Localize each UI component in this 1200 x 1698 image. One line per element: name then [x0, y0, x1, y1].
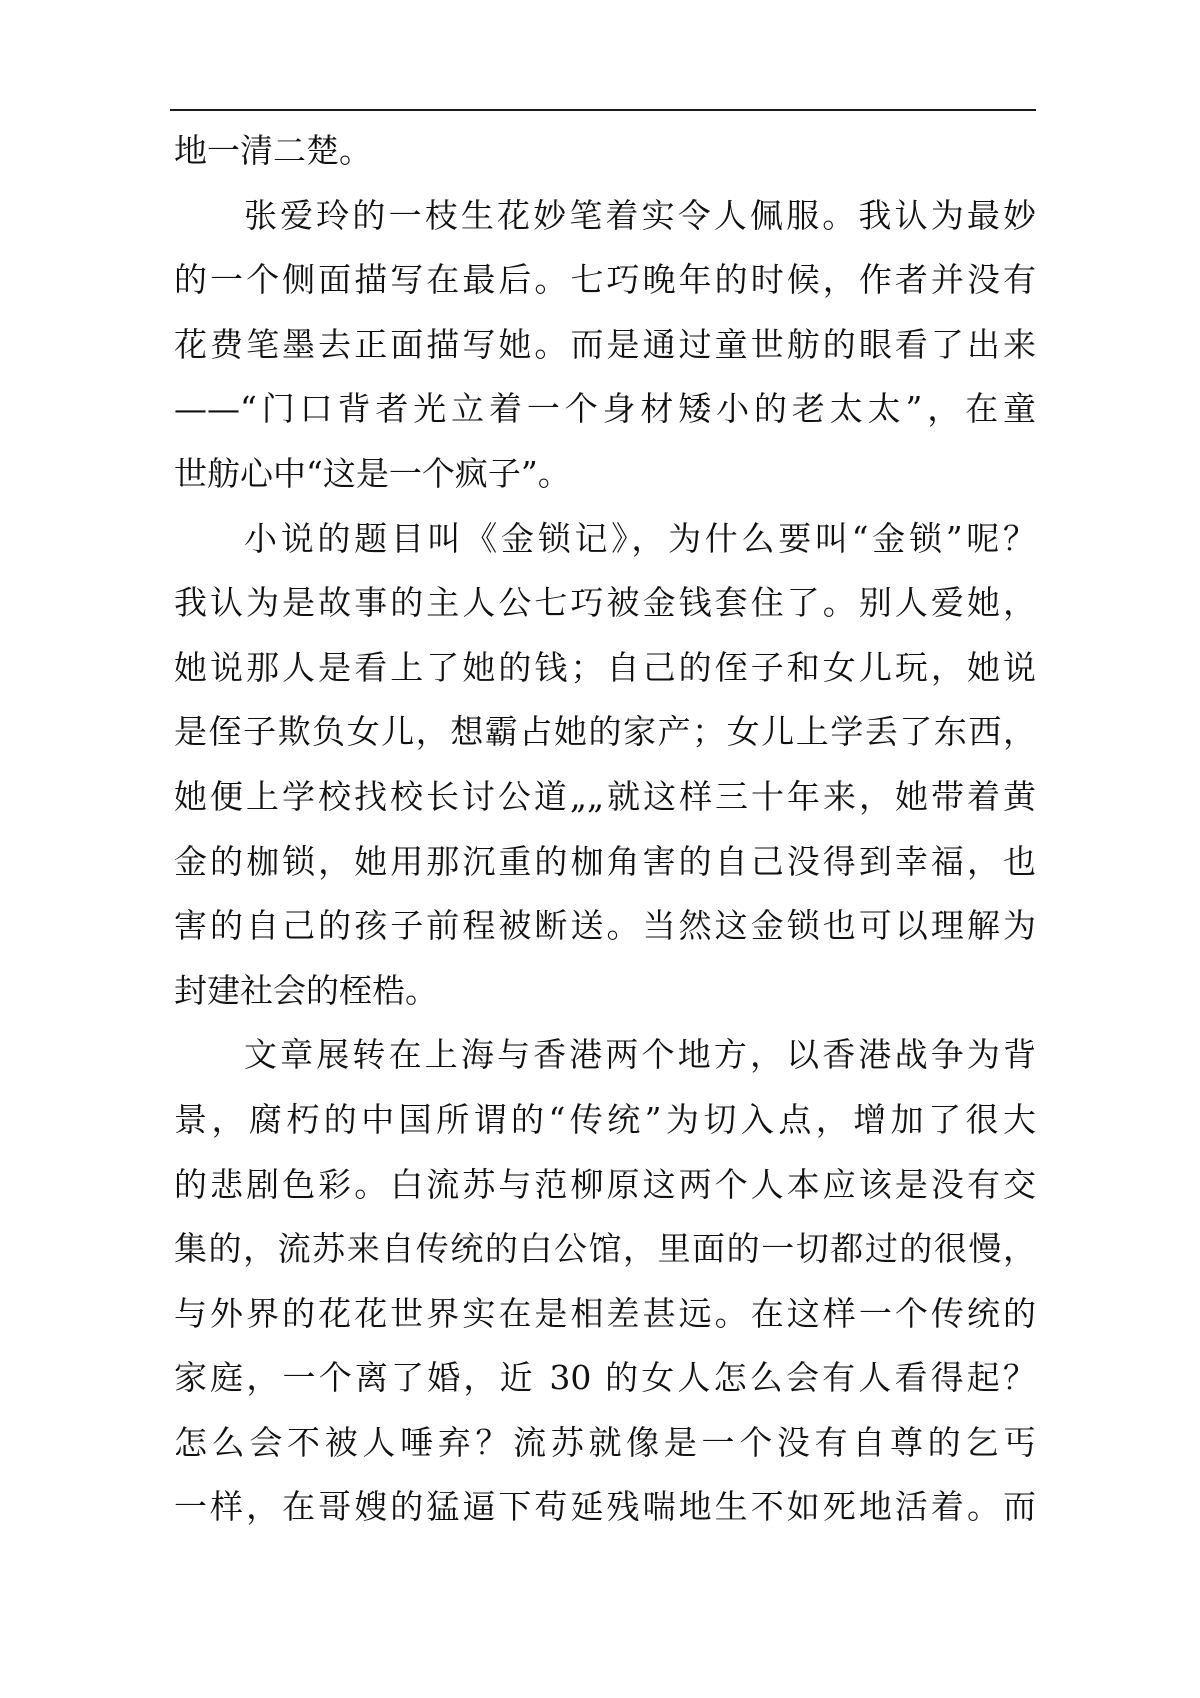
- text-line: 我认为是故事的主人公七巧被金钱套住了。别人爱她，: [174, 583, 1036, 623]
- text-line: 世舫心中“这是一个疯子”。: [174, 453, 571, 493]
- text-line: 的悲剧色彩。白流苏与范柳原这两个人本应该是没有交: [174, 1164, 1036, 1204]
- paragraph-first-line: 小说的题目叫《金锁记》，为什么要叫“金锁”呢？: [244, 518, 1036, 558]
- text-line: 与外界的花花世界实在是相差甚远。在这样一个传统的: [174, 1293, 1036, 1333]
- header-rule: [170, 109, 1036, 111]
- paragraph-first-line: 文章展转在上海与香港两个地方，以香港战争为背: [244, 1035, 1036, 1075]
- text-line: 的一个侧面描写在最后。七巧晚年的时候，作者并没有: [174, 260, 1036, 300]
- text-line: 一样，在哥嫂的猛逼下苟延残喘地生不如死地活着。而: [174, 1487, 1036, 1527]
- text-line: 集的，流苏来自传统的白公馆，里面的一切都过的很慢，: [174, 1229, 1036, 1269]
- text-line: 地一清二楚。: [174, 131, 372, 170]
- text-line: 封建社会的桎梏。: [174, 970, 438, 1010]
- text-line: 家庭，一个离了婚，近 30 的女人怎么会有人看得起？: [174, 1358, 1036, 1398]
- paragraph-first-line: 张爱玲的一枝生花妙笔着实令人佩服。我认为最妙: [244, 195, 1036, 235]
- text-line: 景，腐朽的中国所谓的“传统”为切入点，增加了很大: [174, 1099, 1036, 1139]
- text-line: 金的枷锁，她用那沉重的枷角害的自己没得到幸福，也: [174, 841, 1036, 881]
- text-line: 是侄子欺负女儿，想霸占她的家产；女儿上学丢了东西，: [174, 712, 1036, 752]
- text-body: [174, 119, 1036, 1540]
- text-line: 花费笔墨去正面描写她。而是通过童世舫的眼看了出来: [174, 324, 1036, 364]
- text-line: 怎么会不被人唾弃？流苏就像是一个没有自尊的乞丐: [174, 1422, 1036, 1462]
- text-line: 害的自己的孩子前程被断送。当然这金锁也可以理解为: [174, 906, 1036, 946]
- text-line: 她说那人是看上了她的钱；自己的侄子和女儿玩，她说: [174, 647, 1036, 687]
- text-line: ——“门口背者光立着一个身材矮小的老太太”，在童: [174, 389, 1036, 429]
- text-line: 她便上学校找校长讨公道„„就这样三十年来，她带着黄: [174, 776, 1036, 816]
